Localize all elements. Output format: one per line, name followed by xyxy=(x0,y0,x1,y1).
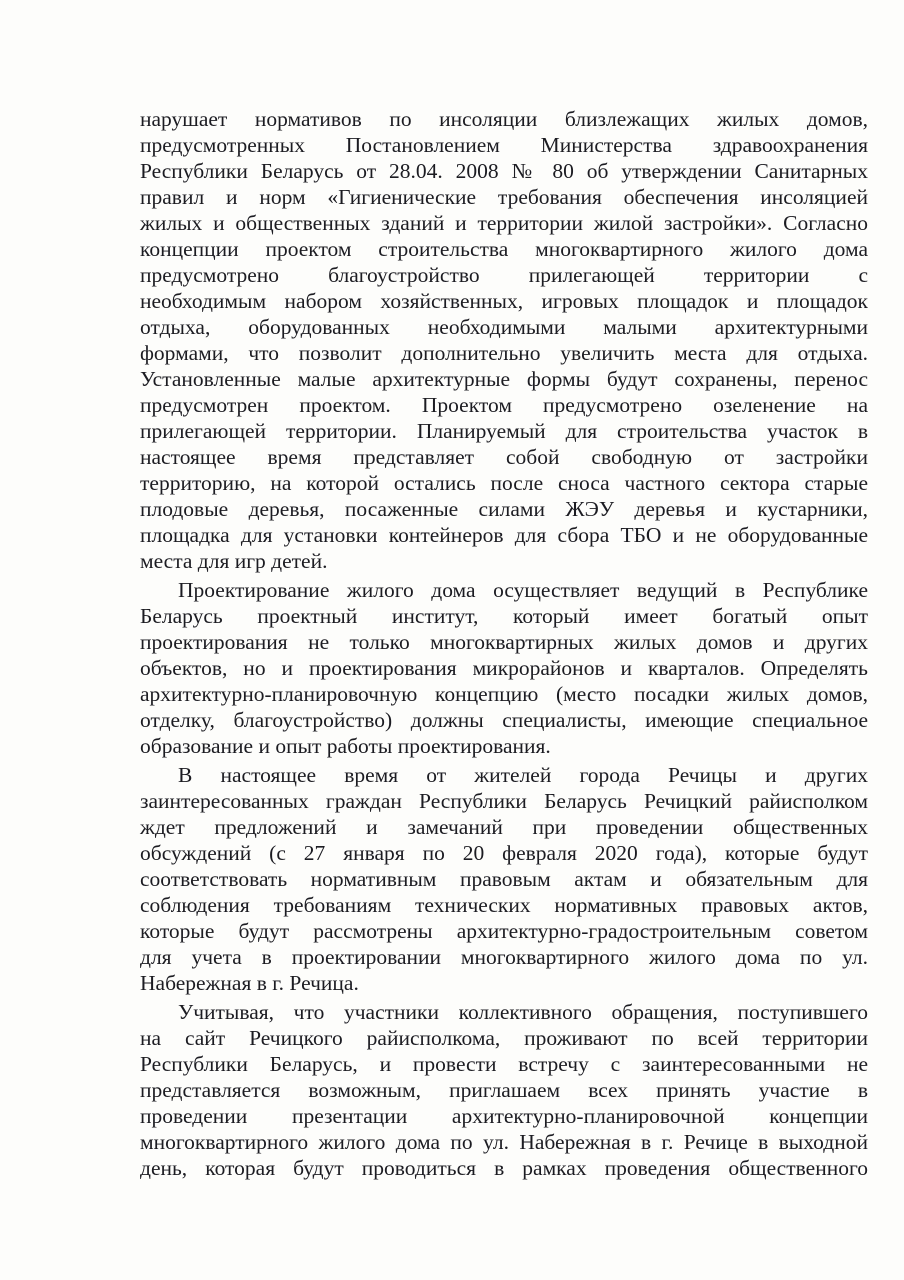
text-line: жилых и общественных зданий и территории жилой застройки». Согласно xyxy=(140,211,868,235)
text-line: отдыха, оборудованных необходимыми малыми архитектурными xyxy=(140,315,868,339)
text-line: Набережная в г. Речица. xyxy=(140,971,359,995)
text-line: образование и опыт работы проектирования. xyxy=(140,734,551,758)
text-line: места для игр детей. xyxy=(140,549,328,573)
text-line: необходимым набором хозяйственных, игровых площадок и площадок xyxy=(140,289,868,313)
text-line: настоящее время представляет собой свободную от застройки xyxy=(140,445,868,469)
text-line: правил и норм «Гигиенические требования обеспечения инсоляцией xyxy=(140,185,868,209)
text-line: предусмотрено благоустройство прилегающей территории с xyxy=(140,263,868,287)
text-line: Беларусь проектный институт, который имеет богатый опыт xyxy=(140,604,868,628)
text-line: отделку, благоустройство) должны специалисты, имеющие специальное xyxy=(140,708,868,732)
text-line: предусмотрен проектом. Проектом предусмотрено озеленение на xyxy=(140,393,868,417)
text-line: прилегающей территории. Планируемый для строительства участок в xyxy=(140,419,868,443)
text-line: Республики Беларусь от 28.04. 2008 № 80 об утверждении Санитарных xyxy=(140,159,868,183)
text-line: которые будут рассмотрены архитектурно-градостроительным советом xyxy=(140,919,868,943)
text-line: представляется возможным, приглашаем всех принять участие в xyxy=(140,1078,868,1102)
text-line: многоквартирного жилого дома по ул. Набережная в г. Речице в выходной xyxy=(140,1130,868,1154)
text-line: формами, что позволит дополнительно увеличить места для отдыха. xyxy=(140,341,868,365)
text-line: площадка для установки контейнеров для сбора ТБО и не оборудованные xyxy=(140,523,868,547)
text-line: предусмотренных Постановлением Министерства здравоохранения xyxy=(140,133,868,157)
text-line: соответствовать нормативным правовым актам и обязательным для xyxy=(140,867,868,891)
text-line: проектирования не только многоквартирных жилых домов и других xyxy=(140,630,868,654)
text-line: проведении презентации архитектурно-планировочной концепции xyxy=(140,1104,868,1128)
paragraph xyxy=(140,106,868,574)
text-line: для учета в проектировании многоквартирного жилого дома по ул. xyxy=(140,945,868,969)
paragraph xyxy=(140,577,868,759)
text-line: плодовые деревья, посаженные силами ЖЭУ деревья и кустарники, xyxy=(140,497,868,521)
text-line: объектов, но и проектирования микрорайонов и кварталов. Определять xyxy=(140,656,868,680)
text-line: соблюдения требованиям технических нормативных правовых актов, xyxy=(140,893,868,917)
text-line: обсуждений (с 27 января по 20 февраля 2020 года), которые будут xyxy=(140,841,868,865)
text-line: Проектирование жилого дома осуществляет ведущий в Республике xyxy=(178,578,868,602)
document-body xyxy=(140,106,868,1184)
text-line: В настоящее время от жителей города Речицы и других xyxy=(178,763,868,787)
text-line: Республики Беларусь, и провести встречу с заинтересованными не xyxy=(140,1052,868,1076)
text-line: концепции проектом строительства многоквартирного жилого дома xyxy=(140,237,868,261)
text-line: день, которая будут проводиться в рамках проведения общественного xyxy=(140,1156,868,1180)
text-line: ждет предложений и замечаний при проведении общественных xyxy=(140,815,868,839)
text-line: заинтересованных граждан Республики Беларусь Речицкий райисполком xyxy=(140,789,868,813)
text-line: на сайт Речицкого райисполкома, проживают по всей территории xyxy=(140,1026,868,1050)
text-line: территорию, на которой остались после сноса частного сектора старые xyxy=(140,471,868,495)
text-line: архитектурно-планировочную концепцию (место посадки жилых домов, xyxy=(140,682,868,706)
text-line: Учитывая, что участники коллективного обращения, поступившего xyxy=(178,1000,868,1024)
text-line: нарушает нормативов по инсоляции близлежащих жилых домов, xyxy=(140,107,868,131)
text-line: Установленные малые архитектурные формы будут сохранены, перенос xyxy=(140,367,868,391)
paragraph xyxy=(140,999,868,1181)
paragraph xyxy=(140,762,868,996)
